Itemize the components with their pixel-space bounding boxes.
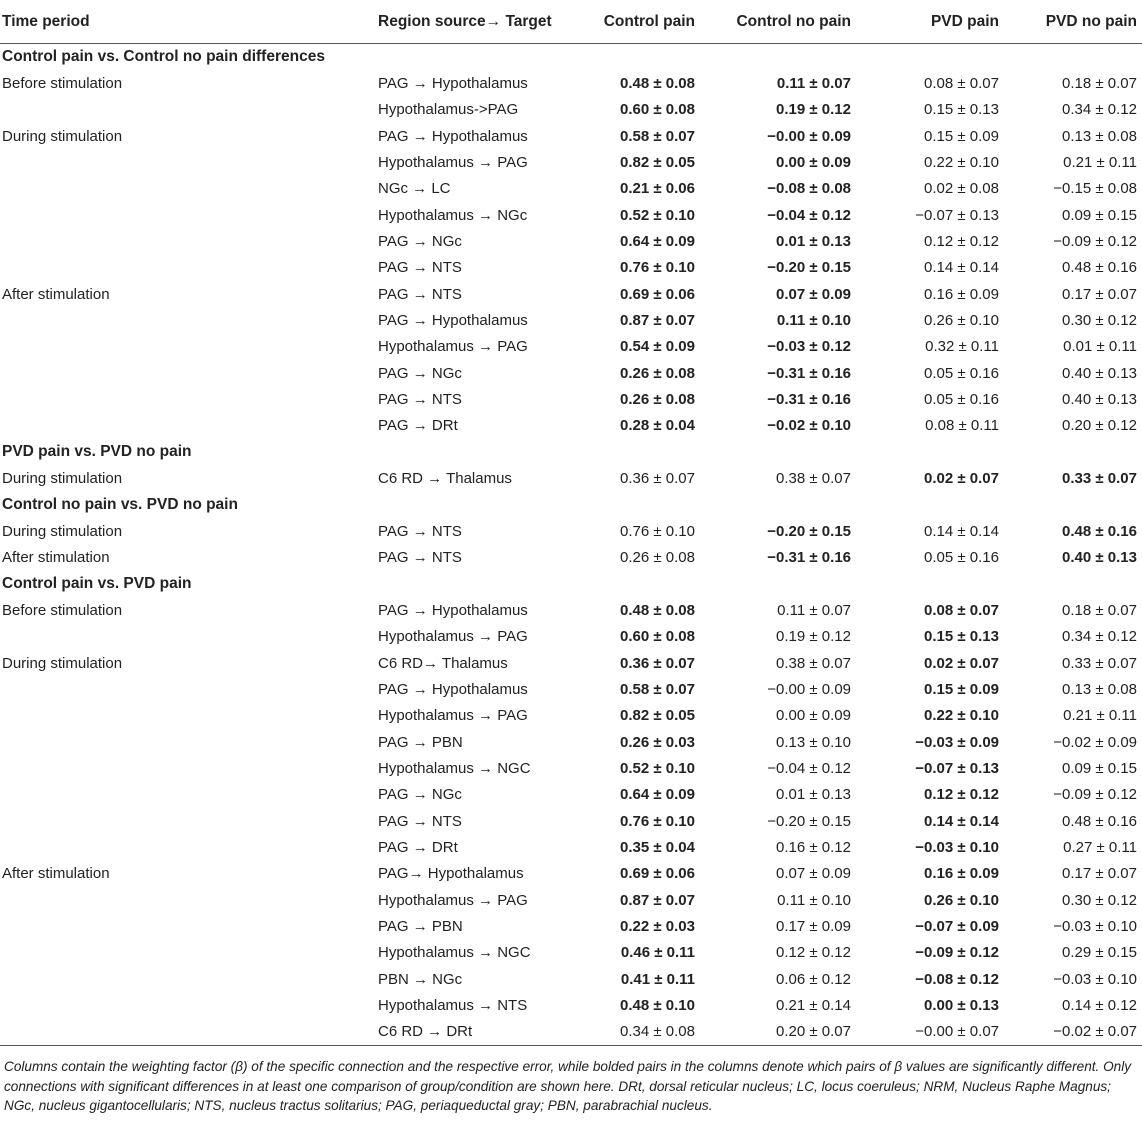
cell-time-period [0,202,378,228]
cell-pvd-pain: 0.26 ± 0.10 [924,312,999,330]
table-row [0,307,1142,333]
table-row [0,149,1142,175]
cell-control-no-pain: 0.11 ± 0.10 [777,891,851,909]
cell-region: NGc → LC [378,180,451,198]
cell-pvd-no-pain: 0.17 ± 0.07 [1062,285,1137,303]
header-control-pain: Control pain [578,0,695,44]
table-row [0,913,1142,939]
cell-control-no-pain: −0.31 ± 0.16 [767,391,851,409]
cell-control-pain: 0.64 ± 0.09 [620,233,695,251]
cell-control-no-pain: 0.19 ± 0.12 [776,101,851,119]
cell-region: Hypothalamus → NGC [378,759,531,777]
section-label: Control no pain vs. PVD no pain [2,496,238,514]
cell-control-pain: 0.26 ± 0.08 [620,391,695,409]
cell-pvd-pain: 0.14 ± 0.14 [924,812,999,830]
cell-pvd-pain: −0.09 ± 0.12 [915,944,999,962]
cell-pvd-no-pain: 0.21 ± 0.11 [1063,707,1137,725]
cell-control-no-pain: −0.00 ± 0.09 [767,680,851,698]
cell-pvd-pain: 0.22 ± 0.10 [924,707,999,725]
cell-region: Hypothalamus → PAG [378,154,528,172]
cell-region: PAG → Hypothalamus [378,75,528,93]
cell-control-no-pain: 0.16 ± 0.12 [776,838,851,856]
cell-time-period: Before stimulation [2,75,123,93]
cell-pvd-no-pain: 0.48 ± 0.16 [1062,522,1137,540]
cell-time-period [0,782,378,808]
header-control-no-pain: Control no pain [695,0,851,44]
table-row [0,466,1142,492]
cell-region: PAG → NGc [378,786,462,804]
table-body [0,44,1142,1046]
cell-control-no-pain: −0.02 ± 0.10 [767,417,851,435]
cell-pvd-pain: 0.05 ± 0.16 [924,364,999,382]
cell-pvd-no-pain: 0.21 ± 0.11 [1063,154,1137,172]
cell-region: PAG → NTS [378,549,462,567]
cell-time-period: After stimulation [2,285,110,303]
section-header-row [0,44,1142,71]
cell-control-no-pain: −0.31 ± 0.16 [767,364,851,382]
cell-time-period: During stimulation [2,654,123,672]
table-row [0,70,1142,96]
table-row [0,518,1142,544]
header-region: Region source→ Target [378,0,578,44]
table-row [0,545,1142,571]
cell-pvd-no-pain: 0.20 ± 0.12 [1062,417,1137,435]
cell-pvd-pain: −0.08 ± 0.12 [915,970,999,988]
cell-control-pain: 0.26 ± 0.08 [620,364,695,382]
cell-region: Hypothalamus → NTS [378,997,528,1015]
cell-time-period [0,360,378,386]
cell-time-period [0,176,378,202]
cell-pvd-no-pain: 0.40 ± 0.13 [1062,364,1137,382]
cell-time-period [0,97,378,123]
cell-time-period [0,940,378,966]
table-row [0,1019,1142,1045]
cell-pvd-pain: 0.15 ± 0.09 [924,680,999,698]
cell-pvd-pain: −0.03 ± 0.10 [915,838,999,856]
cell-control-no-pain: 0.11 ± 0.07 [776,75,851,93]
cell-region: PAG → NTS [378,812,462,830]
table-row [0,703,1142,729]
cell-time-period: During stimulation [2,522,123,540]
cell-pvd-no-pain: 0.18 ± 0.07 [1062,601,1137,619]
cell-control-pain: 0.54 ± 0.09 [620,338,695,356]
cell-time-period: During stimulation [2,127,123,145]
table-row [0,255,1142,281]
cell-pvd-pain: 0.02 ± 0.07 [924,470,999,488]
cell-control-no-pain: 0.11 ± 0.07 [777,601,851,619]
cell-control-no-pain: −0.04 ± 0.12 [767,759,851,777]
table-row [0,281,1142,307]
section-header-row [0,439,1142,465]
cell-pvd-no-pain: −0.09 ± 0.12 [1053,233,1137,251]
cell-pvd-no-pain: −0.02 ± 0.07 [1053,1023,1137,1041]
cell-control-pain: 0.60 ± 0.08 [620,101,695,119]
cell-control-pain: 0.52 ± 0.10 [620,759,695,777]
cell-control-no-pain: 0.13 ± 0.10 [776,733,851,751]
cell-pvd-pain: −0.07 ± 0.09 [915,918,999,936]
cell-pvd-pain: −0.00 ± 0.07 [915,1023,999,1041]
table-row [0,597,1142,623]
cell-region: PAG → NTS [378,259,462,277]
cell-control-pain: 0.58 ± 0.07 [620,680,695,698]
cell-control-no-pain: −0.31 ± 0.16 [767,549,851,567]
cell-pvd-no-pain: 0.29 ± 0.15 [1062,944,1137,962]
cell-control-no-pain: −0.08 ± 0.08 [767,180,851,198]
cell-region: Hypothalamus → PAG [378,338,528,356]
cell-control-pain: 0.82 ± 0.05 [620,154,695,172]
cell-control-no-pain: 0.00 ± 0.09 [776,707,851,725]
section-label: Control pain vs. Control no pain differences [2,48,325,66]
table-row [0,202,1142,228]
header-row [0,0,1142,44]
cell-time-period [0,808,378,834]
cell-pvd-no-pain: −0.02 ± 0.09 [1053,733,1137,751]
cell-region: PAG → DRt [378,838,458,856]
cell-control-no-pain: −0.20 ± 0.15 [767,259,851,277]
cell-pvd-pain: 0.12 ± 0.12 [924,786,999,804]
cell-time-period: Before stimulation [2,601,123,619]
table-row [0,386,1142,412]
section-header-row [0,492,1142,518]
cell-pvd-no-pain: 0.48 ± 0.16 [1062,259,1137,277]
cell-time-period: During stimulation [2,470,123,488]
cell-control-no-pain: 0.01 ± 0.13 [776,233,851,251]
cell-pvd-pain: −0.07 ± 0.13 [915,759,999,777]
cell-time-period [0,386,378,412]
cell-pvd-no-pain: 0.48 ± 0.16 [1062,812,1137,830]
cell-pvd-no-pain: 0.40 ± 0.13 [1062,549,1137,567]
cell-time-period [0,887,378,913]
cell-pvd-no-pain: 0.17 ± 0.07 [1062,865,1137,883]
cell-control-pain: 0.46 ± 0.11 [620,944,695,962]
cell-pvd-no-pain: 0.18 ± 0.07 [1062,75,1137,93]
cell-pvd-pain: 0.02 ± 0.08 [924,180,999,198]
cell-pvd-pain: 0.22 ± 0.10 [924,154,999,172]
cell-control-no-pain: 0.20 ± 0.07 [776,1023,851,1041]
table-row [0,334,1142,360]
cell-control-pain: 0.87 ± 0.07 [620,891,695,909]
cell-region: PAG → NTS [378,285,462,303]
cell-time-period [0,624,378,650]
cell-pvd-no-pain: 0.30 ± 0.12 [1062,312,1137,330]
cell-control-pain: 0.58 ± 0.07 [620,127,695,145]
table-row [0,966,1142,992]
cell-control-pain: 0.60 ± 0.08 [620,628,695,646]
cell-region: PAG→ Hypothalamus [378,865,524,883]
cell-control-no-pain: 0.21 ± 0.14 [776,997,851,1015]
cell-pvd-no-pain: 0.34 ± 0.12 [1062,101,1137,119]
cell-time-period [0,334,378,360]
cell-control-no-pain: 0.06 ± 0.12 [776,970,851,988]
cell-region: PAG → NGc [378,233,462,251]
cell-time-period [0,755,378,781]
cell-control-pain: 0.36 ± 0.07 [620,654,695,672]
table-header [0,0,1142,44]
cell-control-no-pain: 0.38 ± 0.07 [776,470,851,488]
cell-control-pain: 0.26 ± 0.03 [620,733,695,751]
cell-region: Hypothalamus → NGc [378,206,528,224]
cell-region: PAG → Hypothalamus [378,680,528,698]
cell-control-pain: 0.64 ± 0.09 [620,786,695,804]
cell-control-pain: 0.69 ± 0.06 [620,865,695,883]
cell-pvd-pain: −0.07 ± 0.13 [915,206,999,224]
table-row [0,624,1142,650]
cell-region: PAG → Hypothalamus [378,601,528,619]
cell-region: PAG → DRt [378,417,458,435]
cell-region: Hypothalamus → PAG [378,628,528,646]
cell-control-pain: 0.48 ± 0.08 [620,75,695,93]
cell-pvd-pain: 0.16 ± 0.09 [924,865,999,883]
table-row [0,360,1142,386]
table-row [0,834,1142,860]
cell-pvd-pain: 0.15 ± 0.09 [924,127,999,145]
cell-control-no-pain: 0.07 ± 0.09 [776,285,851,303]
cell-control-no-pain: 0.07 ± 0.09 [776,865,851,883]
cell-pvd-no-pain: 0.13 ± 0.08 [1062,680,1137,698]
cell-pvd-pain: 0.16 ± 0.09 [924,285,999,303]
cell-control-pain: 0.87 ± 0.07 [620,312,695,330]
cell-control-pain: 0.69 ± 0.06 [620,285,695,303]
cell-pvd-pain: 0.12 ± 0.12 [924,233,999,251]
cell-region: PAG → NGc [378,364,462,382]
cell-pvd-pain: 0.32 ± 0.11 [925,338,999,356]
cell-pvd-no-pain: 0.34 ± 0.12 [1062,628,1137,646]
cell-time-period [0,992,378,1018]
cell-pvd-pain: 0.08 ± 0.07 [924,601,999,619]
cell-time-period [0,729,378,755]
cell-pvd-no-pain: 0.09 ± 0.15 [1062,759,1137,777]
table-row [0,782,1142,808]
cell-control-no-pain: 0.38 ± 0.07 [776,654,851,672]
table-row [0,97,1142,123]
table-row [0,123,1142,149]
header-pvd-no-pain: PVD no pain [999,0,1142,44]
cell-time-period: After stimulation [2,549,110,567]
cell-pvd-pain: 0.15 ± 0.13 [924,101,999,119]
cell-pvd-pain: 0.08 ± 0.11 [925,417,999,435]
cell-pvd-pain: 0.02 ± 0.07 [924,654,999,672]
cell-pvd-pain: 0.14 ± 0.14 [924,522,999,540]
cell-control-pain: 0.48 ± 0.08 [620,601,695,619]
cell-time-period: After stimulation [2,865,110,883]
cell-control-pain: 0.52 ± 0.10 [620,206,695,224]
cell-time-period [0,834,378,860]
section-label: Control pain vs. PVD pain [2,575,192,593]
table-row [0,228,1142,254]
cell-pvd-no-pain: 0.09 ± 0.15 [1062,206,1137,224]
cell-control-no-pain: 0.12 ± 0.12 [776,944,851,962]
cell-pvd-no-pain: −0.09 ± 0.12 [1053,786,1137,804]
cell-control-pain: 0.34 ± 0.08 [620,1023,695,1041]
cell-pvd-no-pain: 0.13 ± 0.08 [1062,127,1137,145]
cell-time-period [0,1019,378,1045]
cell-pvd-no-pain: 0.40 ± 0.13 [1062,391,1137,409]
table-row [0,755,1142,781]
cell-time-period [0,703,378,729]
cell-time-period [0,149,378,175]
header-time-period: Time period [0,0,378,44]
cell-control-no-pain: −0.20 ± 0.15 [767,812,851,830]
cell-control-no-pain: −0.04 ± 0.12 [767,206,851,224]
cell-region: C6 RD → DRt [378,1023,473,1041]
cell-time-period [0,255,378,281]
cell-region: PBN → NGc [378,970,463,988]
cell-pvd-pain: 0.14 ± 0.14 [924,259,999,277]
cell-time-period [0,307,378,333]
cell-pvd-no-pain: −0.03 ± 0.10 [1053,918,1137,936]
cell-control-pain: 0.35 ± 0.04 [620,838,695,856]
cell-control-no-pain: 0.11 ± 0.10 [776,312,851,330]
header-pvd-pain: PVD pain [851,0,999,44]
cell-region: PAG → PBN [378,733,463,751]
cell-control-pain: 0.41 ± 0.11 [620,970,695,988]
cell-region: PAG → Hypothalamus [378,312,528,330]
table-row [0,887,1142,913]
cell-region: PAG → NTS [378,391,462,409]
section-header-row [0,571,1142,597]
cell-pvd-no-pain: 0.27 ± 0.11 [1063,838,1137,856]
cell-time-period [0,966,378,992]
cell-pvd-no-pain: 0.14 ± 0.12 [1062,997,1137,1015]
cell-region: Hypothalamus → PAG [378,707,528,725]
cell-control-pain: 0.28 ± 0.04 [620,417,695,435]
cell-region: PAG → NTS [378,522,462,540]
table-row [0,808,1142,834]
cell-pvd-no-pain: 0.01 ± 0.11 [1063,338,1137,356]
cell-control-pain: 0.26 ± 0.08 [620,549,695,567]
cell-pvd-no-pain: 0.33 ± 0.07 [1062,654,1137,672]
cell-pvd-no-pain: −0.15 ± 0.08 [1053,180,1137,198]
cell-pvd-pain: 0.15 ± 0.13 [924,628,999,646]
cell-pvd-pain: 0.26 ± 0.10 [924,891,999,909]
cell-pvd-pain: 0.00 ± 0.13 [924,997,999,1015]
table-footnote: Columns contain the weighting factor (β) of the specific connection and the respective error, while bolded pairs in the columns denote which pairs of β values are significantly different. Only connections with significant differences in at least one comparison of group/condition are shown here. DRt, dorsal reticular nucleus; LC, locus coeruleus; NRM, Nucleus Raphe Magnus; NGc, nucleus gigantocellularis; NTS, nucleus tractus solitarius; PAG, periaqueductal gray; PBN, parabrachial nucleus. [4,1059,1132,1114]
table-row [0,176,1142,202]
cell-pvd-no-pain: −0.03 ± 0.10 [1053,970,1137,988]
cell-region: Hypothalamus → PAG [378,891,528,909]
table-row [0,729,1142,755]
cell-control-no-pain: 0.17 ± 0.09 [776,918,851,936]
cell-region: Hypothalamus->PAG [378,101,519,119]
table-row [0,992,1142,1018]
cell-region: C6 RD → Thalamus [378,470,512,488]
section-label: PVD pain vs. PVD no pain [2,443,192,461]
cell-region: PAG → Hypothalamus [378,127,528,145]
cell-region: PAG → PBN [378,918,463,936]
cell-control-no-pain: 0.00 ± 0.09 [776,154,851,172]
cell-control-no-pain: −0.00 ± 0.09 [767,127,851,145]
cell-control-pain: 0.76 ± 0.10 [620,522,695,540]
cell-control-pain: 0.21 ± 0.06 [620,180,695,198]
cell-pvd-pain: 0.05 ± 0.16 [924,391,999,409]
cell-control-no-pain: −0.03 ± 0.12 [767,338,851,356]
cell-control-pain: 0.76 ± 0.10 [620,259,695,277]
table-row [0,861,1142,887]
cell-pvd-no-pain: 0.30 ± 0.12 [1062,891,1137,909]
cell-control-pain: 0.82 ± 0.05 [620,707,695,725]
table-row [0,650,1142,676]
cell-region: C6 RD→ Thalamus [378,654,508,672]
table-row [0,940,1142,966]
table-row [0,413,1142,439]
cell-pvd-no-pain: 0.33 ± 0.07 [1062,470,1137,488]
cell-control-pain: 0.36 ± 0.07 [620,470,695,488]
cell-pvd-pain: 0.08 ± 0.07 [924,75,999,93]
cell-time-period [0,228,378,254]
cell-time-period [0,913,378,939]
cell-control-pain: 0.48 ± 0.10 [620,997,695,1015]
cell-time-period [0,676,378,702]
cell-control-pain: 0.76 ± 0.10 [620,812,695,830]
cell-control-no-pain: 0.19 ± 0.12 [776,628,851,646]
cell-pvd-pain: −0.03 ± 0.09 [915,733,999,751]
table-row [0,676,1142,702]
cell-region: Hypothalamus → NGC [378,944,531,962]
cell-time-period [0,413,378,439]
cell-control-no-pain: 0.01 ± 0.13 [776,786,851,804]
cell-control-no-pain: −0.20 ± 0.15 [767,522,851,540]
cell-control-pain: 0.22 ± 0.03 [620,918,695,936]
cell-pvd-pain: 0.05 ± 0.16 [924,549,999,567]
